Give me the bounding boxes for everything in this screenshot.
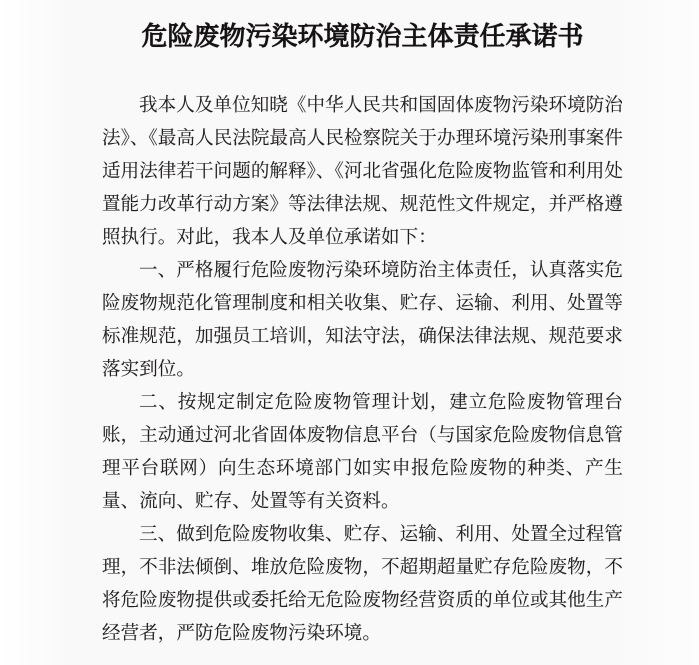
document-paragraph-item-2: 二、按规定制定危险废物管理计划，建立危险废物管理台账，主动通过河北省固体废物信息平台（与国家危险废物信息管理平台联网）向生态环境部门如实申报危险废物的种类、产生量、流向、贮存、处置等有关资料。 bbox=[102, 393, 623, 512]
document-title: 危险废物污染环境防治主体责任承诺书 bbox=[141, 22, 584, 51]
document-content bbox=[102, 0, 623, 651]
document-paragraph-item-3: 三、做到危险废物收集、贮存、运输、利用、处置全过程管理，不非法倾倒、堆放危险废物，不超期超量贮存危险废物，不将危险废物提供或委托给无危险废物经营资质的单位或其他生产经营者，严防危险废物污染环境。 bbox=[102, 525, 623, 644]
document-body bbox=[102, 90, 623, 651]
document-paragraph-intro: 我本人及单位知晓《中华人民共和国固体废物污染环境防治法》、《最高人民法院最高人民检察院关于办理环境污染刑事案件适用法律若干问题的解释》、《河北省强化危险废物监管和利用处置能力改革行动方案》等法律法规、规范性文件规定，并严格遵照执行。对此，我本人及单位承诺如下： bbox=[102, 96, 623, 248]
document-paragraph-item-1: 一、严格履行危险废物污染环境防治主体责任，认真落实危险废物规范化管理制度和相关收集、贮存、运输、利用、处置等标准规范，加强员工培训，知法守法，确保法律法规、规范要求落实到位。 bbox=[102, 261, 623, 380]
